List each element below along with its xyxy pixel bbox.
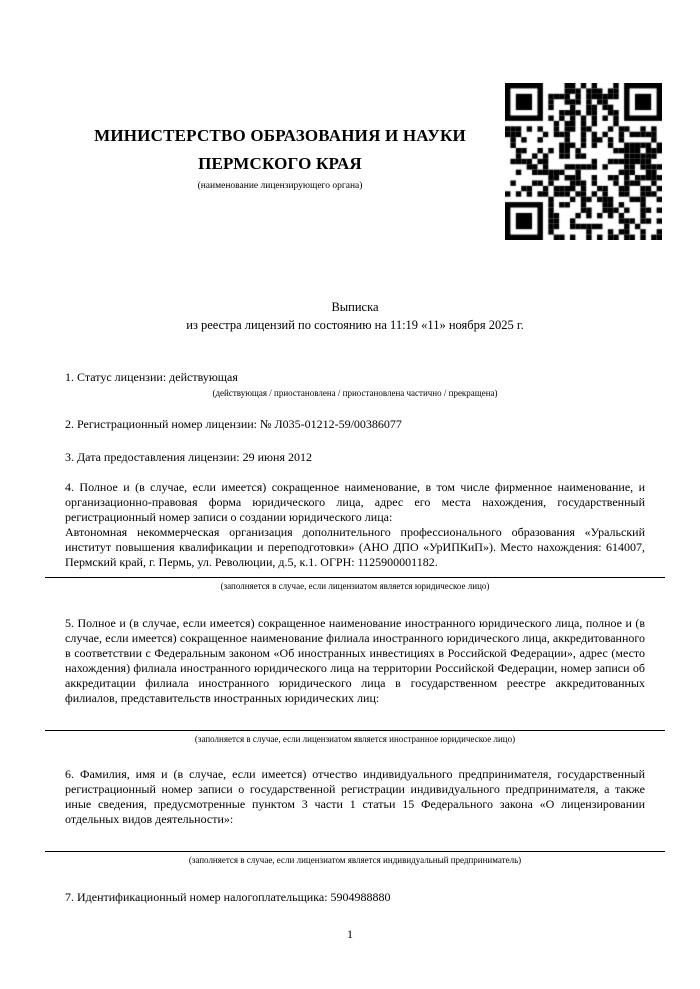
item-3-grant-date: 3. Дата предоставления лицензии: 29 июня 2012 xyxy=(65,450,312,464)
item-5-rule xyxy=(45,730,665,731)
authority-name-line1: МИНИСТЕРСТВО ОБРАЗОВАНИЯ И НАУКИ xyxy=(94,126,466,145)
licensing-authority-header xyxy=(65,0,495,192)
item-4-label: 4. Полное и (в случае, если имеется) сокращенное наименование, в том числе фирменное наименование, и организационно-правовая форма юридического лица, адрес его места нахождения, государственный регистрационный номер записи о создании юридического лица: xyxy=(65,480,645,524)
authority-caption: (наименование лицензирующего органа) xyxy=(197,181,363,191)
qr-code xyxy=(505,83,662,240)
item-1-caption: (действующая / приостановлена / приостановлена частично / прекращена) xyxy=(212,388,498,398)
item-7-taxpayer-number: 7. Идентификационный номер налогоплательщика: 5904988880 xyxy=(65,890,391,904)
authority-name-line2: ПЕРМСКОГО КРАЯ xyxy=(198,154,362,173)
authority-name xyxy=(65,122,495,178)
item-6-caption: (заполняется в случае, если лицензиатом является индивидуальный предприниматель) xyxy=(188,855,522,865)
item-4-value: Автономная некоммерческая организация дополнительного профессионального образования «Уральский институт повышения квалификации и переподготовки» (АНО ДПО «УрИПКиП»). Место нахождения: 614007, Пермский край, г. Пермь, ул. Революции, д.5, к.1. ОГРН: 1125900001182. xyxy=(65,525,645,569)
item-4-rule xyxy=(45,577,665,578)
item-2-registration-number: 2. Регистрационный номер лицензии: № Л035-01212-59/00386077 xyxy=(65,417,402,431)
item-4-legal-entity xyxy=(65,480,645,592)
document-title-line1: Выписка xyxy=(331,300,379,314)
document-title xyxy=(65,298,645,334)
item-6-individual-entrepreneur xyxy=(65,767,645,866)
item-5-foreign-entity xyxy=(65,616,645,745)
item-6-label: 6. Фамилия, имя и (в случае, если имеется) отчество индивидуального предпринимателя, государственный регистрационный номер записи о государственной регистрации индивидуального предпринимателя, а также иные сведения, предусмотренные пунктом 3 части 1 статьи 15 Федерального закона «О лицензировании отдельных видов деятельности»: xyxy=(65,767,645,826)
item-4-caption: (заполняется в случае, если лицензиатом является юридическое лицо) xyxy=(220,581,490,591)
item-1-text: 1. Статус лицензии: действующая xyxy=(65,370,238,384)
item-5-caption: (заполняется в случае, если лицензиатом является иностранное юридическое лицо) xyxy=(194,734,516,744)
item-6-rule xyxy=(45,851,665,852)
item-1-license-status xyxy=(65,370,645,399)
document-title-line2: из реестра лицензий по состоянию на 11:19 «11» ноября 2025 г. xyxy=(186,318,524,332)
item-5-label: 5. Полное и (в случае, если имеется) сокращенное наименование иностранного юридического лица, полное и (в случае, если имеется) сокращенное наименование филиала иностранного юридического лица, аккредитованного в соответствии с Федеральным законом «Об иностранных инвестициях в Российской Федерации», адрес (место нахождения) филиала иностранного юридического лица на территории Российской Федерации, номер записи об аккредитации филиала иностранного юридического лица в государственном реестре аккредитованных филиалов, представительств иностранных юридических лиц: xyxy=(65,616,645,705)
page-number: 1 xyxy=(347,927,353,941)
